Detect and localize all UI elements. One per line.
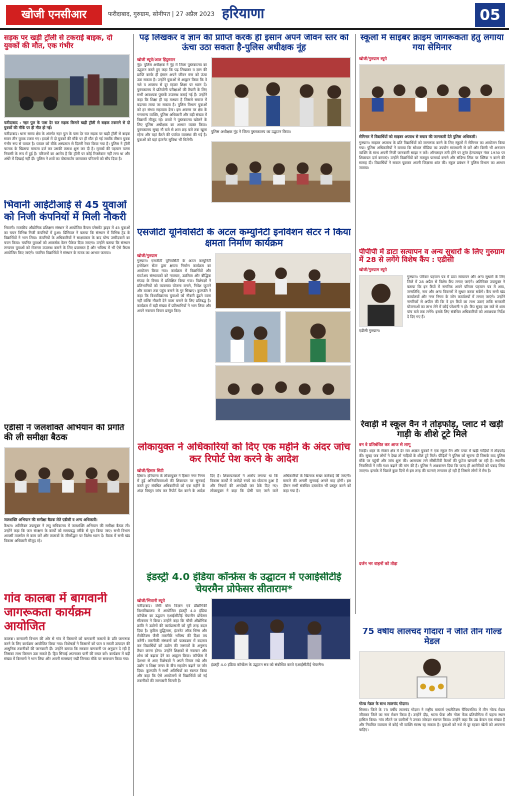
headline: एडीसी ने जलशक्ति अभियान की प्रगति की ली समीक्षा बैठक	[4, 424, 125, 443]
photo-caption: सेमिनार में विद्यार्थियों को साइबर अपराध से बचाव की जानकारी देते पुलिस अधिकारी।	[359, 133, 477, 139]
article-horticulture	[4, 592, 130, 797]
photo-caption: जलशक्ति अभियान की समीक्षा बैठक लेते एडीसी व अन्य अधिकारी।	[4, 516, 98, 522]
column-rule-left	[133, 34, 134, 796]
article-rewari-vandalism	[359, 420, 505, 620]
headline: एसजीटी यूनिवर्सिटी के अटल कम्युनिटी इनोवेशन सेंटर ने किया क्षमता निर्माण कार्यक्रम	[137, 228, 351, 249]
article-adc-meeting	[4, 424, 130, 586]
byline: खोजी/हिसार सिटी	[137, 468, 164, 473]
photo-caption: एडीसी गुरुग्राम।	[359, 327, 381, 333]
headline: पीपीपी में डाटा सत्यापन व अन्य सुधारों के लिए गुरुग्राम में 28 से लगेंगे विशेष कैंप : एडीसी	[359, 248, 505, 265]
photo-caption: इंडस्ट्री 4.0 इंडिया कॉन्फ्रेंस के उद्घाटन सत्र को संबोधित करते एआईसीटीई चेयरमैन।	[211, 662, 325, 667]
headline: स्कूलों में साइबर क्राइम जागरूकता हेतु लगाया गया सेमिनार	[360, 34, 504, 53]
article-body: भिवानी। राजकीय औद्योगिक प्रशिक्षण संस्थान में आयोजित कैंपस प्लेसमेंट ड्राइव में 45 युवाओं का चयन विभिन्न निजी कंपनियों में हुआ। प्रिंसिपल ने बताया कि संस्थान में विभिन्न ट्रेड के विद्यार्थियों ने भाग लिया। कंपनियों के अधिकारियों ने साक्षात्कार के बाद योग्य उम्मीदवारों का चयन किया। चयनित युवाओं को आकर्षक वेतन पैकेज दिया जाएगा। उन्होंने बताया कि संस्थान लगातार युवाओं को रोजगार उपलब्ध कराने के लिए प्रयासरत है और भविष्य में भी ऐसे कैंपस आयोजित किए जाएंगे। चयनित विद्यार्थियों ने संस्थान के स्टाफ का आभार जताया।	[4, 226, 130, 255]
photo-caption: फरीदाबाद : नहर पुल के पास देर रात सड़क किनारे खड़ी ट्रॉली से बाइक टकराने से दो युवकों की मौके पर ही मौत हो गई।	[4, 119, 130, 130]
adc-portrait-photo	[359, 275, 403, 327]
byline: खोजी ब्यूरो/आल हिंदुस्तान	[137, 56, 176, 62]
headline: भिवानी आईटीआई से 45 युवाओं को निजी कंपनियों में मिली नौकरी	[4, 200, 127, 223]
headline: गांव कालबा में बागवानी जागरूकता कार्यक्रम आयोजित	[4, 592, 107, 633]
conference-photo	[211, 598, 351, 660]
article-body: कैथल। अतिरिक्त उपायुक्त ने लघु सचिवालय में जलशक्ति अभियान की समीक्षा बैठक ली। उन्होंने कहा कि जल संरक्षण के कार्यों को समयबद्ध तरीके से पूरा किया जाए। सभी विभाग आपसी तालमेल से काम करें और तालाबों के जीर्णोद्धार पर विशेष ध्यान दें। बैठक में सभी खंड विकास अधिकारी मौजूद रहे।	[4, 523, 130, 543]
masthead	[0, 0, 509, 30]
article-body: गुरुग्राम। एसजीटी यूनिवर्सिटी के अटल कम्युनिटी इनोवेशन सेंटर द्वारा क्षमता निर्माण कार्यक्रम का आयोजन किया गया। कार्यक्रम में विद्यार्थियों और स्टार्टअप संस्थापकों को नवाचार, उद्यमिता और बौद्धिक संपदा के विषय में प्रशिक्षित किया गया। विशेषज्ञों ने प्रतिभागियों को व्यवसाय योजना बनाने, निवेश जुटाने और बाजार तक पहुंच बनाने के गुर सिखाए। कुलपति ने कहा कि विश्वविद्यालय युवाओं को नौकरी ढूंढने वाला नहीं बल्कि नौकरी देने वाला बनाने के लिए प्रतिबद्ध है। कार्यक्रम में बड़ी संख्या में प्रतिभागियों ने भाग लिया और अपने नवाचार विचार प्रस्तुत किए।	[137, 258, 211, 313]
headline: सड़क पर खड़ी ट्रॉली से टकराई बाइक, दो युवकों की मौत, एक गंभीर	[4, 34, 113, 51]
subhead: दर्जन भर वाहनों को तोड़ा	[359, 561, 398, 567]
article-body: सिरसा। जिले के 75 वर्षीय लालचंद गोदारा ने राष्ट्रीय मास्टर्स एथलेटिक्स चैंपियनशिप में तीन गोल्ड मेडल जीतकर जिले का नाम रोशन किया है। उन्होंने दौड़, भाला फेंक और गोला फेंक प्रतियोगिता में पहला स्थान हासिल किया। गांव लौटने पर ग्रामीणों ने उनका जोरदार स्वागत किया। उन्होंने कहा कि उम्र केवल एक संख्या है और नियमित व्यायाम से कोई भी व्यक्ति स्वस्थ रह सकता है। युवाओं को नशे से दूर रहकर खेलों को अपनाना चाहिए।	[359, 707, 505, 732]
article-ppp-camps	[359, 248, 505, 416]
byline: खोजी/गुरुग्राम ब्यूरो	[359, 55, 387, 61]
section-title: हरियाणा	[222, 6, 265, 22]
headline: लोकायुक्त ने अधिकारियों को दिए एक महीने के अंदर जांच कर रिपोर्ट पेश करने के आदेश	[137, 442, 351, 465]
article-sp-nuh-library	[137, 34, 351, 224]
students-photo	[211, 141, 351, 203]
seminar-photo	[359, 64, 505, 132]
photo-caption: गोल्ड मेडल के साथ लालचंद गोदारा।	[359, 700, 410, 706]
byline: खोजी/गुरुग्राम ब्यूरो	[359, 266, 387, 272]
article-body: कालबा। बागवानी विभाग की ओर से गांव में किसानों को बागवानी फसलों के प्रति जागरूक करने के लिए कार्यक्रम आयोजित किया गया। विशेषज्ञों ने किसानों को फल व सब्जी उत्पादन की आधुनिक तकनीकों की जानकारी दी। उन्होंने बताया कि सरकार बागवानी पर अनुदान दे रही है जिसका लाभ किसान उठा सकते हैं। ड्रिप सिंचाई अपनाकर पानी की बचत करें। कार्यक्रम में बड़ी संख्या में किसानों ने भाग लिया और अपनी समस्याएं रखीं जिनका मौके पर समाधान किया गया।	[4, 637, 130, 662]
meeting-photo	[4, 447, 130, 515]
article-body: रेवाड़ी। शहर के सेक्टर क्षेत्र में देर रात अज्ञात युवकों ने एक स्कूल वैन और प्लाट में खड़ी गाड़ियों में तोड़फोड़ की। सुबह जब लोगों ने देखा तो गाड़ियों के शीशे टूटे मिले। पीड़ितों ने पुलिस को सूचना दी जिसके बाद पुलिस मौके पर पहुंची और जांच शुरू की। आसपास लगे सीसीटीवी कैमरों की फुटेज खंगाली जा रही है। स्थानीय निवासियों ने रात्रि गश्त बढ़ाने की मांग की है। पुलिस ने आश्वासन दिया कि जल्द ही आरोपियों को पकड़ लिया जाएगा। इलाके में पिछले कुछ दिनों से इस तरह की घटनाएं लगातार हो रही हैं जिससे लोगों में रोष है।	[359, 449, 505, 474]
byline: खोजी/गुरुग्राम	[137, 252, 158, 258]
article-body: फरीदाबाद। जेसी बोस विज्ञान एवं प्रौद्योगिकी विश्वविद्यालय में आयोजित इंडस्ट्री 4.0 इंडिया कॉन्फ्रेंस का उद्घाटन एआईसीटीई चेयरमैन प्रोफेसर सीताराम ने किया। उन्होंने कहा कि चौथी औद्योगिक क्रांति ने उद्योगों की कार्यप्रणाली को पूरी तरह बदल दिया है। कृत्रिम बुद्धिमत्ता, इंटरनेट ऑफ थिंग्स और रोबोटिक्स जैसी तकनीकें भविष्य की दिशा तय करेंगी। तकनीकी संस्थानों को पाठ्यक्रम में बदलाव कर विद्यार्थियों को उद्योग की जरूरतों के अनुरूप तैयार करना होगा। उन्होंने शिक्षकों से नवाचार और शोध को बढ़ावा देने का आह्वान किया। कॉन्फ्रेंस में देशभर से आए विशेषज्ञों ने अपने विचार रखे और उद्योग व शिक्षा जगत के बीच सहयोग बढ़ाने पर जोर दिया। कुलपति ने सभी अतिथियों का स्वागत किया और कहा कि ऐसे आयोजनों से विद्यार्थियों को नई तकनीकों की जानकारी मिलती है।	[137, 604, 207, 683]
athlete-photo	[359, 651, 505, 699]
article-lokayukta	[137, 442, 351, 568]
article-road-accident	[4, 34, 130, 196]
headline: 75 वर्षीय लालचंद गोदारा ने जीते तीन गोल्ड मेडल	[362, 628, 502, 647]
accident-photo	[4, 54, 130, 118]
article-gold-medal	[359, 628, 505, 797]
article-iti-placement	[4, 200, 130, 422]
article-body: गुरुग्राम। परिवार पहचान पत्र में डाटा सत्यापन और अन्य सुधारों के लिए जिले में 28 अप्रैल से विशेष कैंप लगाए जाएंगे। अतिरिक्त उपायुक्त ने बताया कि इन कैंपों में नागरिक अपने परिवार पहचान पत्र में आय, जन्मतिथि, नाम और अन्य विवरणों में सुधार करवा सकेंगे। कैंप सभी खंड कार्यालयों और नगर निगम के जोन कार्यालयों में लगाए जाएंगे। उन्होंने नागरिकों से अपील की कि वे इन कैंपों का लाभ उठाएं ताकि सरकारी योजनाओं का लाभ लेने में कोई परेशानी न हो। कैंप सुबह दस बजे से शाम पांच बजे तक लगेंगे। इसके लिए संबंधित अधिकारियों को आवश्यक निर्देश दे दिए गए हैं।	[407, 274, 505, 319]
article-body: नूंह। पुलिस अधीक्षक ने नूंह में जिला पुस्तकालय का उद्घाटन करते हुए कहा कि पढ़ लिखकर व ज्ञान की प्राप्ति करके ही इंसान अपने जीवन स्तर को ऊंचा उठा सकता है। उन्होंने युवाओं से आह्वान किया कि वे नशे व अपराध से दूर रहकर शिक्षा पर ध्यान दें। पुस्तकालय में प्रतियोगी परीक्षाओं की तैयारी के लिए सभी आवश्यक पुस्तकें उपलब्ध कराई गई हैं। उन्होंने कहा कि शिक्षा ही वह माध्यम है जिससे समाज में बदलाव लाया जा सकता है। पुलिस विभाग युवाओं को हर संभव सहायता देगा। इस अवसर पर क्षेत्र के गणमान्य व्यक्ति, पुलिस अधिकारी और बड़ी संख्या में विद्यार्थी मौजूद रहे। छात्रों ने पुस्तकालय खोलने के लिए पुलिस अधीक्षक का आभार व्यक्त किया। पुस्तकालय सुबह नौ बजे से शाम छह बजे तक खुला रहेगा और यहां बैठने की पर्याप्त व्यवस्था की गई है। युवाओं को यहां इंटरनेट सुविधा भी मिलेगी।	[137, 62, 207, 142]
headline: रेवाड़ी में स्कूल वैन ने तोड़फोड़, प्लाट में खड़ी गाड़ी के शीशे टूटे मिले	[360, 420, 504, 441]
article-body: गुरुग्राम। साइबर अपराध के प्रति विद्यार्थियों को जागरूक करने के लिए स्कूलों में सेमिनार का आयोजन किया गया। पुलिस अधिकारियों ने बताया कि सोशल मीडिया का उपयोग सावधानी से करें और किसी भी अनजान व्यक्ति के साथ अपनी निजी जानकारी साझा न करें। ऑनलाइन ठगी होने पर तुरंत हेल्पलाइन नंबर 1930 पर शिकायत दर्ज करवाएं। उन्होंने विद्यार्थियों को मजबूत पासवर्ड बनाने और संदिग्ध लिंक पर क्लिक न करने की सलाह दी। विद्यार्थियों ने सवाल पूछकर अपनी जिज्ञासा शांत की। स्कूल प्रबंधन ने पुलिस विभाग का आभार जताया।	[359, 140, 505, 170]
page-number: 05	[475, 3, 505, 27]
headline: पढ़ लिखकर व ज्ञान की प्राप्ति करके ही इंसान अपने जीवन स्तर को ऊंचा उठा सकता है-पुलिस अधीक्षक नूंह	[139, 34, 349, 53]
byline: खोजी/भिवानी ब्यूरो	[137, 598, 165, 603]
library-opening-photo	[211, 57, 351, 127]
article-body: हिसार। हरियाणा के लोकायुक्त ने हिसार नगर निगम में हुई अनियमितताओं की शिकायत पर सुनवाई करते हुए संबंधित अधिकारियों को एक महीने के अंदर विस्तृत जांच कर रिपोर्ट पेश करने के आदेश दिए हैं। शिकायतकर्ता ने आरोप लगाया था कि विकास कार्यों में करोड़ों रुपये का घोटाला हुआ है और नियमों की अनदेखी कर ठेके दिए गए। लोकायुक्त ने कहा कि दोषी पाए जाने वाले अधिकारियों के खिलाफ सख्त कार्रवाई की जाएगी। मामले की अगली सुनवाई अगले माह होगी। इस दौरान सभी संबंधित दस्तावेज भी प्रस्तुत करने को कहा गया है।	[137, 474, 351, 493]
article-body: फरीदाबाद। थाना सराय क्षेत्र के अंतर्गत नहर पुल के पास देर रात सड़क पर खड़ी ट्रॉली से बाइक सवार तीन युवक टकरा गए। हादसे में दो युवकों की मौके पर ही मौत हो गई जबकि तीसरा युवक गंभीर रूप से घायल है। घायल को बीके अस्पताल से दिल्ली रेफर किया गया है। पुलिस ने ट्रॉली चालक के खिलाफ मामला दर्ज कर उसकी तलाश शुरू कर दी है। मृतकों की पहचान पल्ला निवासी के रूप में हुई है। परिजनों का आरोप है कि ट्रॉली पर कोई रिफ्लेक्टर नहीं लगा था और अंधेरे में दिखाई नहीं दी। पुलिस ने शवों का पोस्टमार्टम करवाकर परिजनों को सौंप दिया है।	[4, 131, 130, 161]
headline: इंडस्ट्री 4.0 इंडिया कॉन्फ्रेंस के उद्घाटन में एआईसीटीई चेयरमैन प्रोफेसर सीताराम*	[146, 572, 342, 595]
article-cyber-seminar	[359, 34, 505, 246]
edition-date: फरीदाबाद, गुरुग्राम, सोनीपत | 27 अप्रैल 2023	[108, 11, 215, 18]
newspaper-logo: खोजी एनसीआर	[6, 5, 102, 25]
subhead: वन वे प्रतिबंधित कर आज से लागू	[359, 442, 411, 448]
photo-caption: पुलिस अधीक्षक नूंह ने जिला पुस्तकालय का उद्घाटन किया।	[211, 128, 291, 134]
